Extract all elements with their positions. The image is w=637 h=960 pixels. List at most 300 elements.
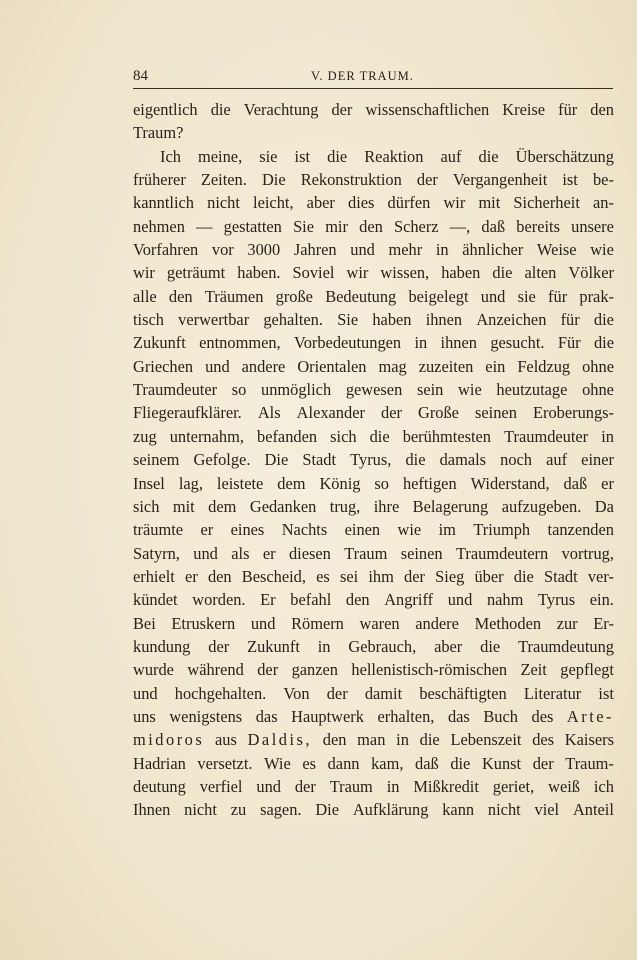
word: ihre — [373, 496, 400, 516]
word: der — [381, 403, 402, 423]
word: gehalten. — [263, 310, 323, 330]
word: wenigstens — [169, 706, 243, 726]
word: kündet — [133, 590, 178, 610]
word: Ihnen — [133, 800, 171, 820]
word: der — [331, 100, 353, 119]
word: Tyrus, — [350, 450, 392, 470]
word: zu — [230, 800, 247, 820]
word: Tyrus — [538, 590, 576, 610]
word: Zeit — [520, 660, 547, 680]
text-line — [133, 800, 614, 823]
text-line — [133, 193, 614, 216]
word: und — [250, 613, 276, 633]
word: Hadrian — [133, 753, 186, 773]
word: es — [302, 753, 316, 773]
word: die — [492, 263, 513, 283]
word: hochgehalten. — [174, 683, 267, 703]
word: ein. — [589, 590, 614, 610]
word: andere — [415, 613, 459, 633]
word: —, — [449, 216, 471, 236]
word: kanntlich — [133, 193, 194, 213]
word: gepflegt — [560, 660, 614, 680]
word: er — [262, 543, 276, 563]
word: worden. — [192, 590, 246, 610]
word: Eroberungs- — [532, 403, 614, 423]
word: daß — [481, 216, 506, 236]
word: heutzutage — [496, 380, 568, 400]
text-line — [133, 777, 614, 800]
word: Anteil — [572, 800, 614, 820]
word: und — [447, 590, 473, 610]
word: Er — [260, 590, 276, 610]
word: meine, — [198, 146, 243, 166]
word: ganzen — [291, 660, 338, 680]
word: hellenistisch-römischen — [351, 660, 508, 680]
word: Vorfahren — [133, 240, 199, 260]
text-line — [133, 660, 614, 683]
word: in — [386, 776, 400, 796]
word: ist — [598, 683, 614, 703]
word: aus — [214, 730, 237, 750]
word: berühmtesten — [402, 426, 492, 446]
word: Insel — [133, 473, 165, 493]
word: den — [168, 286, 193, 306]
word: wissenschaftlichen — [365, 100, 490, 119]
word: den — [590, 100, 614, 119]
word: Als — [257, 403, 281, 423]
word: dem — [208, 496, 237, 516]
word: Gefolge. — [193, 450, 251, 470]
word: Rekonstruktion — [300, 170, 402, 190]
word: früherer — [133, 170, 186, 190]
word: alle — [133, 286, 157, 306]
word: unternahm, — [169, 426, 244, 446]
word: Traum? — [133, 123, 184, 143]
word: dies — [348, 193, 375, 213]
word: gesucht. — [490, 333, 545, 353]
word: für — [548, 286, 568, 306]
word: wie — [458, 380, 482, 400]
word: prak- — [579, 286, 614, 306]
word: Vorbedeutungen — [293, 333, 402, 353]
text-line — [133, 147, 614, 170]
word: vor — [211, 240, 234, 260]
word: viel — [534, 800, 560, 820]
text-line — [133, 403, 614, 426]
word: wir — [346, 263, 369, 283]
word: nehmen — [133, 216, 185, 236]
word: lag, — [178, 473, 203, 493]
word: mit — [172, 496, 195, 516]
word: sei — [339, 566, 359, 586]
word: Zukunft — [247, 636, 300, 656]
word: Traum — [329, 776, 373, 796]
word: Griechen — [133, 356, 194, 376]
word: kundung — [133, 636, 191, 656]
word: der — [404, 566, 425, 586]
word: Bescheid, — [241, 566, 306, 586]
word: Stadt — [302, 450, 337, 470]
word: trug, — [329, 496, 361, 516]
word: für — [560, 310, 580, 330]
text-line — [133, 287, 614, 310]
word: tisch — [133, 310, 164, 330]
word: ein — [485, 356, 506, 376]
word: damit — [364, 683, 403, 703]
word: haben — [441, 263, 481, 283]
word: die — [593, 310, 614, 330]
word: Mißkredit — [413, 776, 479, 796]
word: verwertbar — [178, 310, 250, 330]
text-line — [133, 123, 614, 146]
word: den — [359, 216, 383, 236]
text-line — [133, 310, 614, 333]
body-text — [133, 100, 614, 824]
word: tanzenden — [547, 520, 614, 540]
word: Soviel — [292, 263, 335, 283]
word: Zeiten. — [200, 170, 247, 190]
word: midoros — [133, 730, 205, 750]
word: den — [345, 590, 370, 610]
word: Buch — [483, 706, 518, 726]
word: Lebenszeit — [450, 730, 522, 750]
text-line — [133, 450, 614, 473]
word: die — [478, 146, 499, 166]
word: Verachtung — [243, 100, 319, 119]
word: Reaktion — [364, 146, 424, 166]
word: nicht — [207, 193, 240, 213]
word: Sie — [293, 216, 315, 236]
text-line — [133, 754, 614, 777]
word: Fliegeraufklärer. — [133, 403, 242, 423]
word: erhalten, — [377, 706, 435, 726]
word: erhielt — [133, 566, 175, 586]
word: daß — [563, 473, 588, 493]
word: Sicherheit — [513, 193, 580, 213]
word: sagen. — [260, 800, 302, 820]
word: an- — [593, 193, 614, 213]
word: uns — [133, 706, 156, 726]
text-line — [133, 474, 614, 497]
word: man — [357, 730, 386, 750]
word: noch — [500, 450, 533, 470]
word: Scherz — [393, 216, 439, 236]
word: große — [275, 286, 313, 306]
word: Stadt — [543, 566, 578, 586]
text-line — [133, 333, 614, 356]
word: die — [450, 753, 471, 773]
word: sie — [259, 146, 278, 166]
word: 3000 — [247, 240, 281, 260]
text-line — [133, 707, 614, 730]
word: andere — [241, 356, 286, 376]
text-line — [133, 520, 614, 543]
word: unmöglich — [261, 380, 332, 400]
word: Arte- — [566, 706, 614, 726]
word: Die — [315, 800, 339, 820]
word: Traum- — [565, 753, 614, 773]
word: und — [205, 356, 230, 376]
word: gewesen — [345, 380, 403, 400]
word: Aufklärung — [352, 800, 429, 820]
word: deutung — [133, 776, 186, 796]
text-line — [133, 684, 614, 707]
word: Wie — [264, 753, 291, 773]
word: auf — [546, 450, 568, 470]
word: König — [319, 473, 361, 493]
word: und — [350, 240, 375, 260]
word: der — [532, 753, 554, 773]
word: geträumt — [166, 263, 226, 283]
word: nicht — [184, 800, 217, 820]
word: Daldis, — [247, 730, 312, 750]
word: kann — [442, 800, 475, 820]
word: als — [231, 543, 250, 563]
word: ähnlicher — [462, 240, 524, 260]
text-line — [133, 217, 614, 240]
word: sein — [416, 380, 444, 400]
word: mag — [378, 356, 407, 376]
word: kam, — [371, 753, 404, 773]
word: er — [601, 473, 614, 493]
word: Kaisers — [564, 730, 614, 750]
word: er — [200, 520, 214, 540]
word: zug — [133, 426, 157, 446]
word: be- — [592, 170, 614, 190]
word: Ich — [160, 146, 181, 166]
word: ihm — [368, 566, 394, 586]
word: Sie — [337, 310, 359, 330]
text-line — [133, 730, 614, 753]
word: Die — [261, 170, 286, 190]
text-line — [133, 357, 614, 380]
word: mehr — [388, 240, 423, 260]
word: den — [207, 566, 232, 586]
word: Traumdeuter — [504, 426, 589, 446]
word: der — [294, 776, 316, 796]
word: die — [480, 636, 501, 656]
word: die — [210, 100, 231, 119]
word: diesen — [288, 543, 331, 563]
word: alten — [524, 263, 557, 283]
running-head: V. DER TRAUM. — [311, 69, 414, 83]
word: unsere — [571, 216, 614, 236]
word: weiß — [548, 776, 580, 796]
word: in — [414, 333, 428, 353]
word: Kreise — [502, 100, 546, 119]
word: wie — [590, 240, 614, 260]
word: befanden — [257, 426, 318, 446]
word: so — [374, 473, 389, 493]
word: Träumen — [204, 286, 264, 306]
word: Bedeutung — [325, 286, 397, 306]
word: er — [185, 566, 198, 586]
word: auf — [440, 146, 462, 166]
word: haben — [372, 310, 412, 330]
word: die — [593, 333, 614, 353]
word: Völker — [568, 263, 614, 283]
word: Angriff — [384, 590, 434, 610]
word: haben. — [237, 263, 281, 283]
word: in — [396, 730, 409, 750]
word: Da — [594, 496, 614, 516]
word: Gedanken — [249, 496, 317, 516]
word: der — [208, 636, 230, 656]
word: ist — [294, 146, 311, 166]
word: einer — [581, 450, 614, 470]
word: Zukunft — [133, 333, 186, 353]
word: das — [447, 706, 470, 726]
word: Etruskern — [171, 613, 236, 633]
text-line — [133, 380, 614, 403]
word: des — [532, 730, 555, 750]
word: daß — [415, 753, 439, 773]
word: sie — [517, 286, 536, 306]
word: verfiel — [199, 776, 243, 796]
word: eines — [230, 520, 265, 540]
word: eigentlich — [133, 100, 198, 119]
word: bereits — [516, 216, 560, 236]
word: während — [187, 660, 244, 680]
text-line — [133, 100, 614, 123]
word: Belagerung — [412, 496, 489, 516]
word: nahm — [486, 590, 524, 610]
word: versetzt. — [197, 753, 253, 773]
word: im — [438, 520, 456, 540]
word: Für — [557, 333, 581, 353]
word: Traumdeutern — [455, 543, 549, 563]
word: Traum — [344, 543, 388, 563]
word: Große — [418, 403, 459, 423]
word: entnommen, — [199, 333, 281, 353]
word: mit — [478, 193, 501, 213]
word: ist — [562, 170, 578, 190]
word: aufzugeben. — [501, 496, 582, 516]
word: Die — [264, 450, 289, 470]
word: und — [193, 543, 218, 563]
text-line — [133, 637, 614, 660]
word: sich — [330, 426, 357, 446]
word: und — [480, 286, 506, 306]
word: wurde — [133, 660, 174, 680]
word: seinen — [475, 403, 517, 423]
word: es — [316, 566, 330, 586]
word: ihnen — [425, 310, 463, 330]
word: Sieg — [435, 566, 465, 586]
word: Hauptwerk — [291, 706, 364, 726]
word: Jahren — [293, 240, 337, 260]
word: Feldzug — [517, 356, 571, 376]
word: waren — [359, 613, 400, 633]
word: zuzeiten — [418, 356, 474, 376]
text-line — [133, 497, 614, 520]
word: ohne — [582, 356, 614, 376]
word: Bei — [133, 613, 156, 633]
word: Literatur — [523, 683, 582, 703]
word: die — [369, 426, 390, 446]
word: den — [322, 730, 347, 750]
word: wie — [397, 520, 422, 540]
word: so — [231, 380, 247, 400]
word: Römern — [291, 613, 344, 633]
word: Anzeichen — [476, 310, 547, 330]
word: damals — [439, 450, 487, 470]
word: Orientalen — [297, 356, 367, 376]
word: Traumdeuter — [133, 380, 218, 400]
word: die — [327, 146, 348, 166]
word: dann — [327, 753, 360, 773]
word: dürfen — [387, 193, 431, 213]
word: dem — [277, 473, 306, 493]
word: mir — [325, 216, 348, 236]
word: befahl — [290, 590, 332, 610]
word: ohne — [582, 380, 614, 400]
text-line — [133, 544, 614, 567]
word: und — [133, 683, 158, 703]
text-line — [133, 590, 614, 613]
word: geriet, — [492, 776, 535, 796]
word: gestatten — [223, 216, 282, 236]
word: die — [405, 450, 426, 470]
word: zur — [556, 613, 578, 633]
word: ich — [593, 776, 614, 796]
word: in — [601, 426, 614, 446]
word: die — [419, 730, 440, 750]
word: nicht — [487, 800, 521, 820]
word: träumte — [133, 520, 184, 540]
word: beigelegt — [408, 286, 469, 306]
word: in — [317, 636, 331, 656]
word: leistete — [216, 473, 264, 493]
word: und — [256, 776, 281, 796]
page-header — [133, 66, 613, 89]
word: Weise — [536, 240, 577, 260]
word: vortrug, — [561, 543, 614, 563]
word: der — [416, 170, 438, 190]
word: seinem — [133, 450, 180, 470]
word: Er- — [593, 613, 614, 633]
word: die — [513, 566, 534, 586]
word: aber — [434, 636, 463, 656]
word: das — [255, 706, 278, 726]
text-line — [133, 567, 614, 590]
word: seinen — [400, 543, 443, 563]
page-number: 84 — [133, 68, 148, 84]
word: heftigen — [402, 473, 457, 493]
word: ihnen — [440, 333, 477, 353]
text-line — [133, 427, 614, 450]
text-line — [133, 240, 614, 263]
word: für — [558, 100, 578, 119]
word: leicht, — [253, 193, 294, 213]
word: beschäftigten — [419, 683, 507, 703]
word: sich — [133, 496, 160, 516]
word: wissen, — [380, 263, 430, 283]
text-line — [133, 263, 614, 286]
word: Methoden — [474, 613, 542, 633]
word: ver- — [587, 566, 614, 586]
word: Triumph — [473, 520, 531, 540]
text-line — [133, 614, 614, 637]
word: — — [196, 216, 213, 236]
word: der — [326, 683, 348, 703]
word: Traumdeutung — [518, 636, 614, 656]
word: des — [531, 706, 554, 726]
word: wir — [133, 263, 155, 283]
word: über — [474, 566, 504, 586]
word: Alexander — [296, 403, 365, 423]
word: Kunst — [481, 753, 522, 773]
